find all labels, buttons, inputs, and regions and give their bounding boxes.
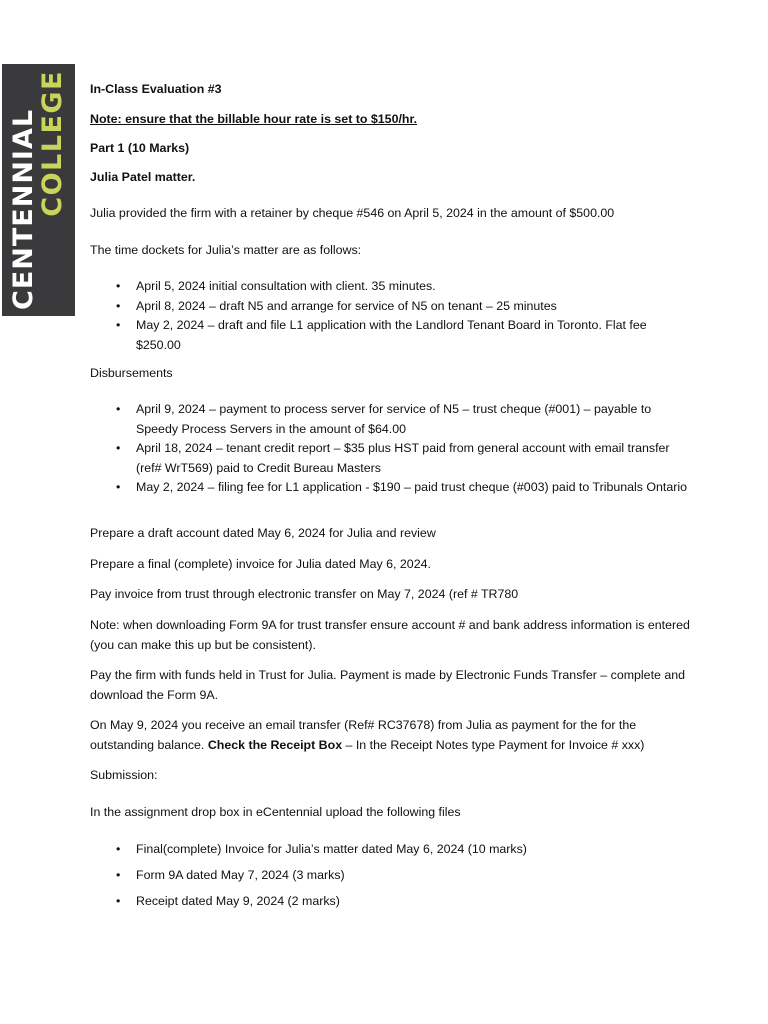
list-item [90, 478, 690, 498]
bullet-icon: • [116, 867, 121, 882]
pay-firm-instruction: Pay the firm with funds held in Trust for Julia. Payment is made by Electronic Funds Transfer – complete and download the Form 9A. [90, 668, 686, 702]
list-item [90, 400, 690, 439]
receipt-text-before: On May 9, 2024 you receive an email transfer (Ref# RC37678) from Julia as payment for the for the outstanding balance. [90, 718, 637, 752]
dockets-list [90, 277, 690, 355]
docket-text: April 5, 2024 initial consultation with client. 35 minutes. [136, 279, 436, 293]
list-item [90, 439, 690, 478]
upload-text: Final(complete) Invoice for Julia’s matter dated May 6, 2024 (10 marks) [136, 842, 527, 856]
uploads-list [90, 840, 690, 912]
disbursement-text: May 2, 2024 – filing fee for L1 application - $190 – paid trust cheque (#003) paid to Tribunals Ontario [136, 480, 688, 494]
list-item [90, 297, 690, 317]
upload-text: Form 9A dated May 7, 2024 (3 marks) [136, 867, 345, 882]
bullet-icon: • [116, 279, 121, 293]
list-item [90, 316, 690, 355]
pay-trust-instruction: Pay invoice from trust through electronic transfer on May 7, 2024 (ref # TR780 [90, 587, 519, 601]
receipt-box-emphasis: Check the Receipt Box [207, 737, 343, 752]
bullet-icon: • [116, 298, 121, 313]
bullet-icon: • [116, 894, 121, 908]
bullet-icon: • [116, 402, 121, 416]
disbursement-text: April 9, 2024 – payment to process server for service of N5 – trust cheque (#001) – payable to Speedy Process Servers in the amount of $64.00 [136, 402, 652, 436]
final-instruction: Prepare a final (complete) invoice for Julia dated May 6, 2024. [90, 557, 431, 571]
upload-text: Receipt dated May 9, 2024 (2 marks) [136, 894, 340, 908]
list-item [90, 866, 690, 886]
list-item [90, 277, 690, 297]
docket-text: April 8, 2024 – draft N5 and arrange for service of N5 on tenant – 25 minutes [136, 298, 557, 313]
document-title: In-Class Evaluation #3 [90, 82, 222, 96]
logo-line-centennial: CENTENNIAL [8, 108, 39, 310]
list-item [90, 892, 690, 912]
docket-text: May 2, 2024 – draft and file L1 application with the Landlord Tenant Board in Toronto. Flat fee $250.00 [136, 318, 647, 352]
retainer-text: Julia provided the firm with a retainer by cheque #546 on April 5, 2024 in the amount of $500.00 [90, 206, 615, 220]
disbursements-heading: Disbursements [90, 366, 173, 380]
college-logo [2, 64, 75, 316]
rate-note: Note: ensure that the billable hour rate is set to $150/hr. [90, 112, 418, 126]
part-heading: Part 1 (10 Marks) [90, 141, 190, 155]
bullet-icon: • [116, 318, 121, 332]
list-item [90, 840, 690, 860]
receipt-instruction [90, 716, 690, 755]
logo-line-college: COLLEGE [37, 70, 68, 217]
bullet-icon: • [116, 842, 121, 856]
draft-instruction: Prepare a draft account dated May 6, 2024 for Julia and review [90, 526, 436, 540]
submission-heading: Submission: [90, 768, 158, 782]
receipt-text-after: – In the Receipt Notes type Payment for Invoice # xxx) [342, 737, 645, 752]
bullet-icon: • [116, 441, 121, 455]
bullet-icon: • [116, 480, 121, 494]
disbursement-text: April 18, 2024 – tenant credit report – $35 plus HST paid from general account with email transfer (ref# WrT569) paid to Credit Bureau Masters [136, 441, 670, 475]
matter-heading: Julia Patel matter. [90, 170, 196, 184]
logo-wordmark [10, 70, 66, 310]
dockets-intro: The time dockets for Julia’s matter are as follows: [90, 243, 362, 257]
disbursements-list [90, 400, 690, 498]
form-9a-note: Note: when downloading Form 9A for trust transfer ensure account # and bank address information is entered (you can make this up but be consistent). [90, 618, 690, 652]
upload-intro: In the assignment drop box in eCentennial upload the following files [90, 805, 461, 819]
